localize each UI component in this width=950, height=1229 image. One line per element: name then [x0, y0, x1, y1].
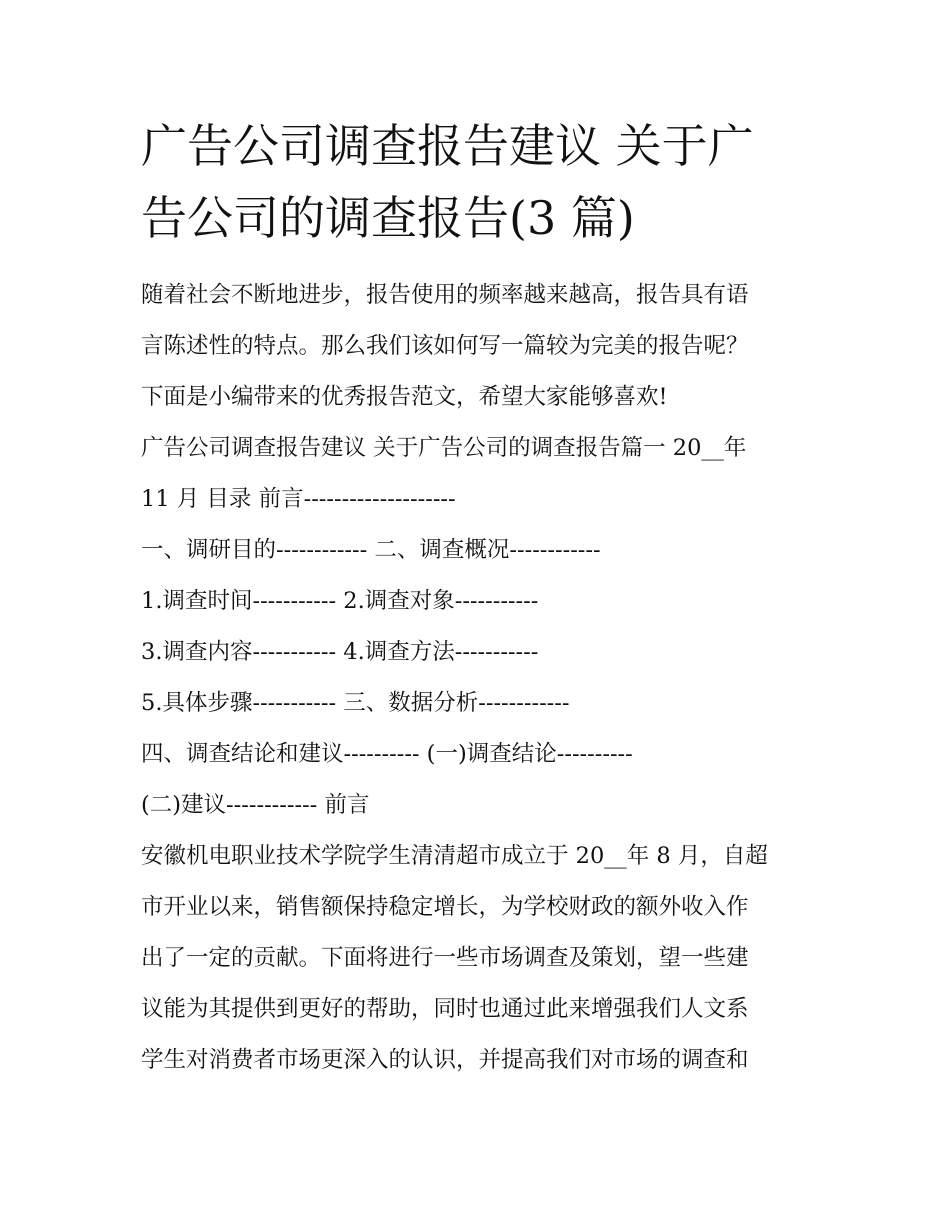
body-line: 学生对消费者市场更深入的认识，并提高我们对市场的调查和 — [141, 1047, 749, 1073]
toc-line: 1.调查时间----------- 2.调查对象----------- — [141, 588, 539, 614]
document-title — [141, 110, 813, 254]
title-line-2: 告公司的调查报告(3 篇) — [141, 191, 635, 245]
toc-line: 3.调查内容----------- 4.调查方法----------- — [141, 639, 539, 665]
document-page — [141, 110, 813, 1086]
body-line: 安徽机电职业技术学院学生清清超市成立于 20__年 8 月，自超 — [141, 843, 768, 869]
document-body — [141, 270, 813, 1086]
title-line-1: 广告公司调查报告建议 关于广 — [141, 119, 754, 173]
toc-line: 一、调研目的------------ 二、调查概况------------ — [141, 537, 601, 563]
body-line: 出了一定的贡献。下面将进行一些市场调查及策划，望一些建 — [141, 945, 749, 971]
toc-line: 5.具体步骤----------- 三、数据分析------------ — [141, 690, 570, 716]
body-line: 广告公司调查报告建议 关于广告公司的调查报告篇一 20__年 — [141, 435, 747, 461]
toc-line: (二)建议------------ 前言 — [141, 792, 370, 818]
body-line: 议能为其提供到更好的帮助，同时也通过此来增强我们人文系 — [141, 996, 749, 1022]
body-line: 随着社会不断地进步，报告使用的频率越来越高，报告具有语 — [141, 282, 749, 308]
toc-line: 11 月 目录 前言-------------------- — [141, 486, 456, 512]
toc-line: 四、调查结论和建议---------- (一)调查结论---------- — [141, 741, 633, 767]
body-line: 言陈述性的特点。那么我们该如何写一篇较为完美的报告呢？ — [141, 333, 749, 359]
body-line: 下面是小编带来的优秀报告范文，希望大家能够喜欢! — [141, 384, 668, 410]
body-line: 市开业以来，销售额保持稳定增长，为学校财政的额外收入作 — [141, 894, 749, 920]
